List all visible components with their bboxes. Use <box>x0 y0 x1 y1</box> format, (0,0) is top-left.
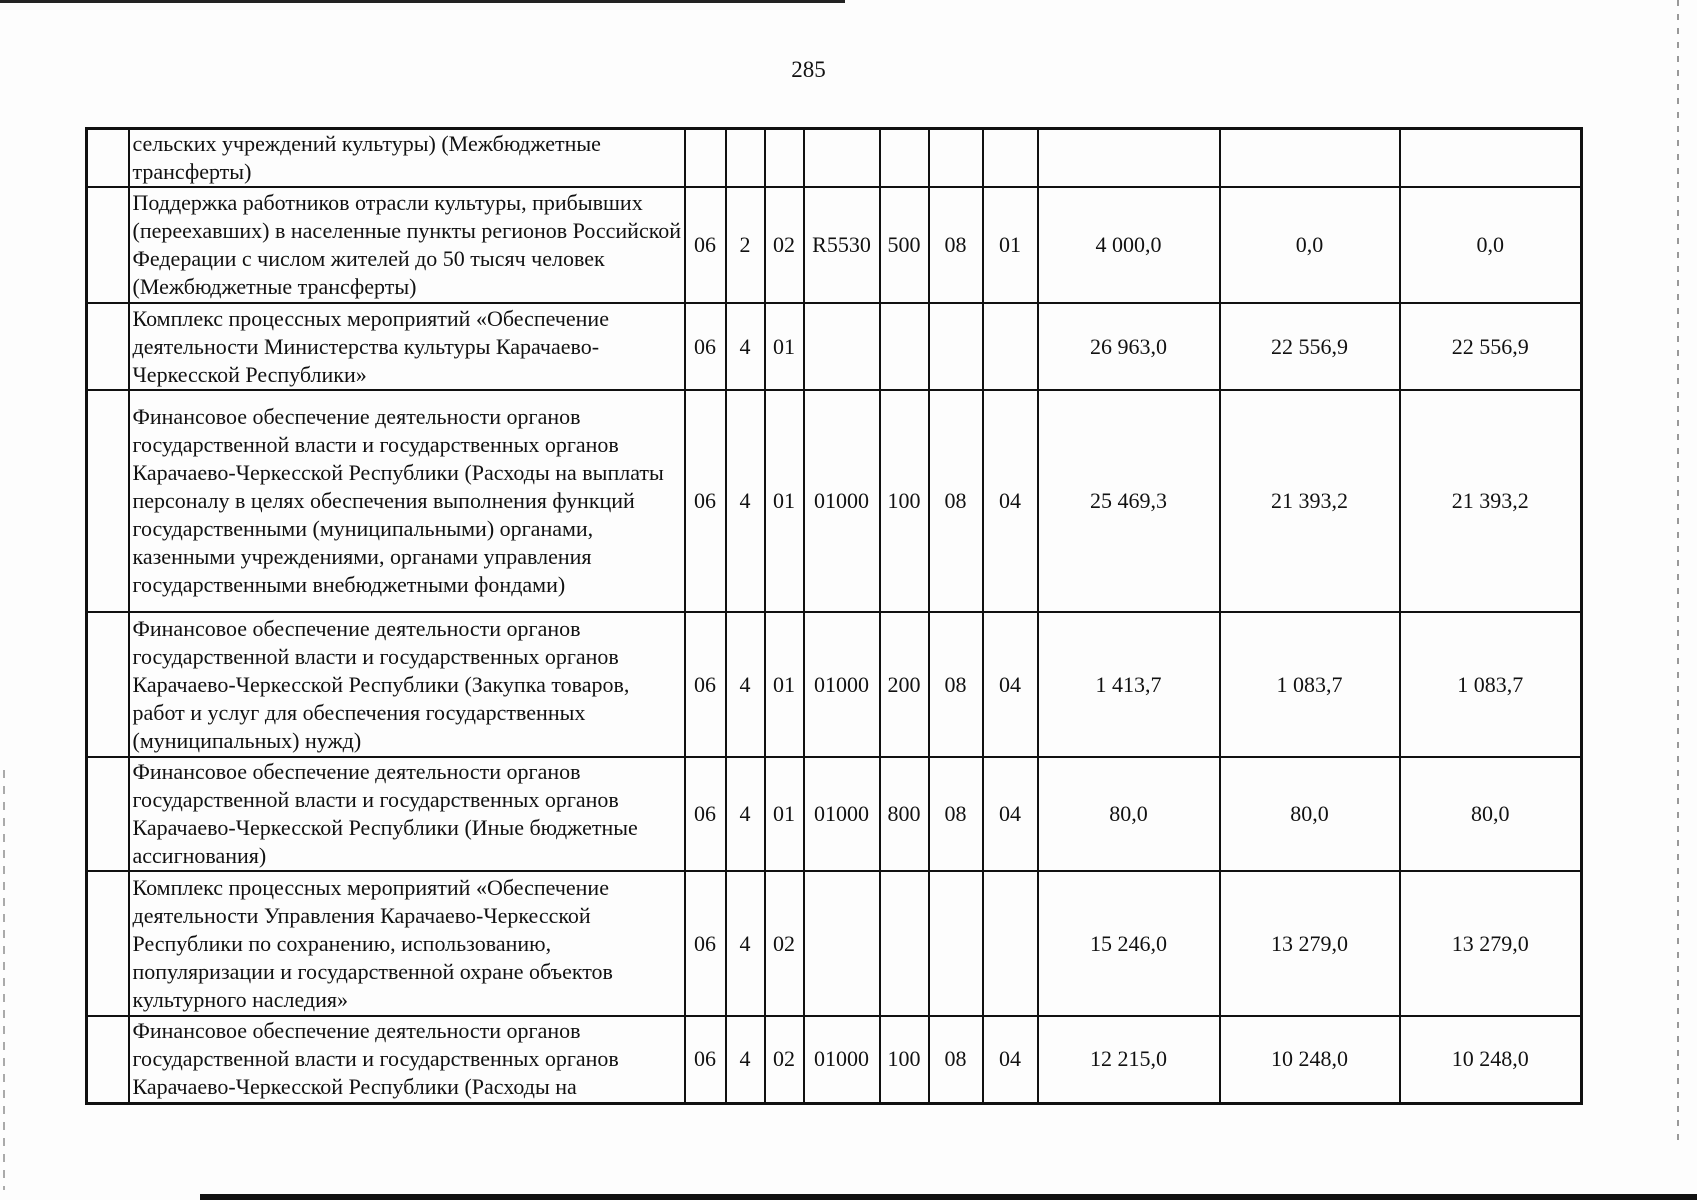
code-cell: 01000 <box>804 757 880 871</box>
code-cell: 01000 <box>804 1016 880 1103</box>
code-cell: 4 <box>726 303 765 390</box>
row-index-cell <box>87 612 129 757</box>
amount-cell: 22 556,9 <box>1400 303 1582 390</box>
scan-edge-bottom <box>200 1194 1697 1200</box>
code-cell: R5530 <box>804 187 880 303</box>
amount-cell: 21 393,2 <box>1400 390 1582 612</box>
amount-cell: 0,0 <box>1400 187 1582 303</box>
row-description: Финансовое обеспечение деятельности органов государственной власти и государственных органов Карачаево-Черкесской Республики (Расходы на <box>129 1016 685 1103</box>
table-row <box>87 871 1582 1016</box>
amount-cell: 12 215,0 <box>1038 1016 1220 1103</box>
code-cell: 06 <box>685 612 726 757</box>
code-cell: 06 <box>685 187 726 303</box>
code-cell: 100 <box>880 1016 929 1103</box>
code-cell <box>685 129 726 188</box>
code-cell <box>880 129 929 188</box>
code-cell: 01 <box>765 303 804 390</box>
code-cell <box>983 871 1038 1016</box>
table-row <box>87 612 1582 757</box>
code-cell: 04 <box>983 390 1038 612</box>
scan-edge-left <box>3 770 5 1190</box>
amount-cell: 15 246,0 <box>1038 871 1220 1016</box>
code-cell: 02 <box>765 1016 804 1103</box>
code-cell: 08 <box>929 612 983 757</box>
code-cell: 2 <box>726 187 765 303</box>
row-description: Комплекс процессных мероприятий «Обеспечение деятельности Управления Карачаево-Черкесской Республики по сохранению, использованию, популяризации и государственной охране объектов культурного наследия» <box>129 871 685 1016</box>
amount-cell: 1 083,7 <box>1220 612 1400 757</box>
code-cell <box>726 129 765 188</box>
page-number: 285 <box>791 57 826 82</box>
amount-cell: 80,0 <box>1220 757 1400 871</box>
code-cell: 01000 <box>804 612 880 757</box>
code-cell: 01 <box>983 187 1038 303</box>
code-cell: 500 <box>880 187 929 303</box>
scan-edge-top <box>0 0 845 3</box>
code-cell: 02 <box>765 187 804 303</box>
row-description: Комплекс процессных мероприятий «Обеспечение деятельности Министерства культуры Карачаево-Черкесской Республики» <box>129 303 685 390</box>
row-description: Поддержка работников отрасли культуры, прибывших (переехавших) в населенные пункты регионов Российской Федерации с числом жителей до 50 тысяч человек (Межбюджетные трансферты) <box>129 187 685 303</box>
code-cell: 200 <box>880 612 929 757</box>
scan-edge-right <box>1677 0 1679 1140</box>
code-cell: 02 <box>765 871 804 1016</box>
code-cell: 01 <box>765 757 804 871</box>
code-cell <box>929 129 983 188</box>
amount-cell: 1 413,7 <box>1038 612 1220 757</box>
code-cell: 06 <box>685 1016 726 1103</box>
row-description: Финансовое обеспечение деятельности органов государственной власти и государственных органов Карачаево-Черкесской Республики (Иные бюджетные ассигнования) <box>129 757 685 871</box>
code-cell: 4 <box>726 1016 765 1103</box>
amount-cell: 26 963,0 <box>1038 303 1220 390</box>
row-index-cell <box>87 303 129 390</box>
table-row <box>87 390 1582 612</box>
amount-cell: 0,0 <box>1220 187 1400 303</box>
row-index-cell <box>87 1016 129 1103</box>
amount-cell: 80,0 <box>1038 757 1220 871</box>
code-cell <box>929 303 983 390</box>
code-cell: 08 <box>929 1016 983 1103</box>
amount-cell: 22 556,9 <box>1220 303 1400 390</box>
amount-cell <box>1220 129 1400 188</box>
row-index-cell <box>87 187 129 303</box>
table-row <box>87 129 1582 188</box>
code-cell <box>983 129 1038 188</box>
table-row <box>87 187 1582 303</box>
code-cell: 08 <box>929 390 983 612</box>
code-cell <box>880 871 929 1016</box>
row-index-cell <box>87 757 129 871</box>
code-cell: 01000 <box>804 390 880 612</box>
code-cell: 4 <box>726 757 765 871</box>
row-index-cell <box>87 871 129 1016</box>
row-description: Финансовое обеспечение деятельности органов государственной власти и государственных органов Карачаево-Черкесской Республики (Расходы на выплаты персоналу в целях обеспечения выполнения функций государственными (муниципальными) органами, казенными учреждениями, органами управления государственными внебюджетными фондами) <box>129 390 685 612</box>
code-cell: 08 <box>929 757 983 871</box>
code-cell <box>765 129 804 188</box>
code-cell <box>804 129 880 188</box>
code-cell <box>983 303 1038 390</box>
amount-cell: 21 393,2 <box>1220 390 1400 612</box>
amount-cell: 25 469,3 <box>1038 390 1220 612</box>
code-cell: 06 <box>685 390 726 612</box>
amount-cell <box>1400 129 1582 188</box>
amount-cell: 13 279,0 <box>1400 871 1582 1016</box>
table-row <box>87 303 1582 390</box>
amount-cell: 10 248,0 <box>1220 1016 1400 1103</box>
code-cell: 4 <box>726 871 765 1016</box>
table-row <box>87 1016 1582 1103</box>
amount-cell: 13 279,0 <box>1220 871 1400 1016</box>
code-cell <box>804 871 880 1016</box>
code-cell <box>929 871 983 1016</box>
code-cell: 08 <box>929 187 983 303</box>
code-cell: 06 <box>685 757 726 871</box>
code-cell: 04 <box>983 757 1038 871</box>
code-cell: 06 <box>685 871 726 1016</box>
code-cell: 4 <box>726 390 765 612</box>
code-cell <box>880 303 929 390</box>
amount-cell: 10 248,0 <box>1400 1016 1582 1103</box>
row-description: Финансовое обеспечение деятельности органов государственной власти и государственных органов Карачаево-Черкесской Республики (Закупка товаров, работ и услуг для обеспечения государственных (муниципальных) нужд) <box>129 612 685 757</box>
code-cell: 01 <box>765 390 804 612</box>
row-index-cell <box>87 390 129 612</box>
code-cell: 01 <box>765 612 804 757</box>
code-cell: 100 <box>880 390 929 612</box>
amount-cell: 1 083,7 <box>1400 612 1582 757</box>
code-cell: 04 <box>983 1016 1038 1103</box>
amount-cell <box>1038 129 1220 188</box>
amount-cell: 80,0 <box>1400 757 1582 871</box>
row-index-cell <box>87 129 129 188</box>
code-cell: 4 <box>726 612 765 757</box>
code-cell <box>804 303 880 390</box>
code-cell: 800 <box>880 757 929 871</box>
code-cell: 04 <box>983 612 1038 757</box>
code-cell: 06 <box>685 303 726 390</box>
row-description: сельских учреждений культуры) (Межбюджетные трансферты) <box>129 129 685 188</box>
table-row <box>87 757 1582 871</box>
budget-table <box>85 127 1583 1105</box>
amount-cell: 4 000,0 <box>1038 187 1220 303</box>
